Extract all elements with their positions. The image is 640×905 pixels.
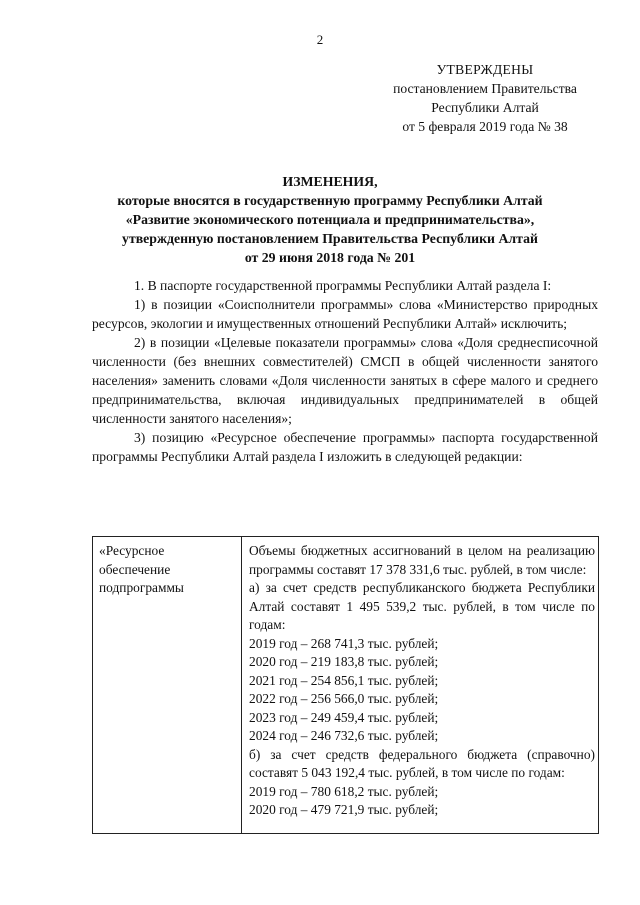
paragraph: 2) в позиции «Целевые показатели программы» слова «Доля среднесписочной численности (без внешних совместителей) СМСП в общей численности занятого населения» заменить словами «Доля численности занятых в сфере малого и среднего предпринимательства, включая индивидуальных предпринимателей в общей численности занятого населения»; (92, 335, 598, 426)
table-column-divider (241, 537, 242, 833)
table-item-b: б) за счет средств федерального бюджета (справочно) составят 5 043 192,4 тыс. рублей, в том числе по годам: (249, 746, 595, 780)
title-line: от 29 июня 2018 года № 201 (244, 250, 416, 265)
table-intro: Объемы бюджетных ассигнований в целом на реализацию программы составят 17 378 331,6 тыс. рублей, в том числе: (249, 543, 595, 577)
title-line: ИЗМЕНЕНИЯ, (282, 174, 378, 189)
paragraph: 3) позицию «Ресурсное обеспечение программы» паспорта государственной программы Республики Алтай раздела I изложить в следующей редакции: (92, 430, 598, 464)
year-line: 2023 год – 249 459,4 тыс. рублей; (249, 709, 439, 725)
approval-line: постановлением Правительства (393, 81, 577, 96)
document-title (70, 172, 590, 267)
year-line: 2020 год – 479 721,9 тыс. рублей; (249, 802, 439, 817)
year-line: 2022 год – 256 566,0 тыс. рублей; (249, 691, 439, 706)
year-line: 2019 год – 780 618,2 тыс. рублей; (249, 783, 439, 799)
resource-table (92, 536, 599, 834)
title-line: утвержденную постановлением Правительства Республики Алтай (122, 231, 538, 246)
year-line: 2021 год – 254 856,1 тыс. рублей; (249, 672, 439, 688)
approval-block (360, 60, 610, 136)
year-line: 2024 год – 246 732,6 тыс. рублей; (249, 728, 439, 743)
paragraph: 1) в позиции «Соисполнители программы» слова «Министерство природных ресурсов, экологии и имущественных отношений Республики Алтай» исключить; (92, 297, 598, 331)
year-line: 2020 год – 219 183,8 тыс. рублей; (249, 654, 439, 669)
approval-heading: УТВЕРЖДЕНЫ (436, 62, 534, 77)
approval-line: Республики Алтай (431, 100, 539, 115)
year-line: 2019 год – 268 741,3 тыс. рублей; (249, 635, 439, 651)
approval-date: от 5 февраля 2019 года № 38 (402, 119, 568, 134)
table-right-cell (249, 542, 595, 820)
table-left-cell: «Ресурсное обеспечение подпрограммы (99, 543, 184, 595)
title-line: «Развитие экономического потенциала и предпринимательства», (125, 212, 535, 227)
page-number: 2 (316, 32, 324, 47)
document-body (92, 276, 598, 466)
paragraph: 1. В паспорте государственной программы Республики Алтай раздела I: (134, 278, 552, 293)
table-item-a: а) за счет средств республиканского бюджета Республики Алтай составят 1 495 539,2 тыс. рублей, в том числе по годам: (249, 580, 595, 632)
title-line: которые вносятся в государственную программу Республики Алтай (117, 193, 543, 208)
